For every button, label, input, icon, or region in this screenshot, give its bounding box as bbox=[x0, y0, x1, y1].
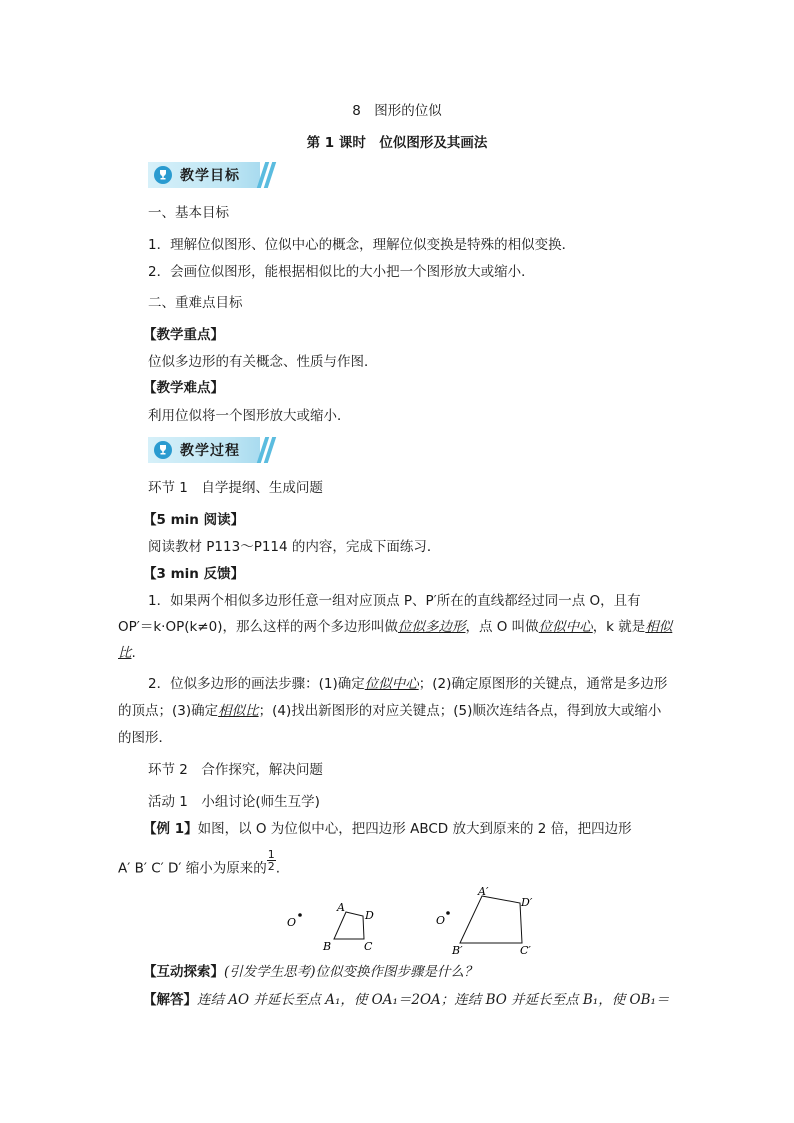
goal-item-1: 1．理解位似图形、位似中心的概念，理解位似变换是特殊的相似变换． bbox=[148, 237, 576, 253]
basic-goal-heading: 一、基本目标 bbox=[148, 205, 229, 221]
label-b: B bbox=[323, 940, 332, 953]
goal-item-2: 2．会画位似图形，能根据相似比的大小把一个图形放大或缩小． bbox=[148, 264, 535, 280]
label-o-left: O bbox=[287, 916, 297, 929]
step2-title: 环节 2 合作探究，解决问题 bbox=[148, 762, 323, 778]
q2-answer-2: 相似比 bbox=[218, 703, 259, 719]
explore-line: 【互动探索】(引发学生思考)位似变换作图步骤是什么？ bbox=[143, 964, 478, 980]
label-o-right: O bbox=[436, 914, 446, 927]
q2-answer-1: 位似中心 bbox=[364, 676, 419, 692]
focus-label: 【教学重点】 bbox=[143, 327, 224, 343]
example1-line2: A′ B′ C′ D′ 缩小为原来的 $\frac{1}{2}$ . bbox=[118, 848, 281, 877]
answer-line: 【解答】连结 AO 并延长至点 A₁，使 OA₁＝2OA；连结 BO 并延长至点 B₁，使 OB₁＝ bbox=[143, 992, 670, 1008]
label-c: C bbox=[364, 940, 373, 953]
chapter-title: 8 图形的位似 bbox=[352, 103, 442, 119]
q1-answer-1: 位似多边形 bbox=[397, 619, 466, 635]
q1-line3: 比. bbox=[118, 645, 136, 661]
step1-title: 环节 1 自学提纲、生成问题 bbox=[148, 480, 323, 496]
center-point-o-left bbox=[298, 913, 302, 917]
trophy-icon bbox=[154, 166, 172, 184]
q2-line2: 的顶点；(3)确定相似比；(4)找出新图形的对应关键点；(5)顺次连结各点，得到放大或缩小 bbox=[118, 703, 662, 719]
q1-answer-2: 位似中心 bbox=[538, 619, 593, 635]
section-title-goals: 教学目标 bbox=[180, 168, 240, 184]
q1-answer-3a: 相似 bbox=[645, 619, 673, 635]
trophy-icon bbox=[154, 441, 172, 459]
answer-label: 【解答】 bbox=[143, 992, 197, 1008]
quadrilateral-a-prime-b-prime-c-prime-d-prime bbox=[460, 896, 522, 943]
label-a-prime: A′ bbox=[478, 885, 489, 898]
label-c-prime: C′ bbox=[520, 944, 531, 956]
q1-answer-3b: 比 bbox=[118, 645, 132, 661]
focus-text: 位似多边形的有关概念、性质与作图． bbox=[148, 354, 378, 370]
fraction-one-half: $\frac{1}{2}$ bbox=[267, 848, 275, 873]
activity1-title: 活动 1 小组讨论(师生互学) bbox=[148, 794, 320, 810]
key-goal-heading: 二、重难点目标 bbox=[148, 295, 243, 311]
read-text: 阅读教材 P113～P114 的内容，完成下面练习． bbox=[148, 539, 441, 555]
q1-line1: 1．如果两个相似多边形任意一组对应顶点 P、P′所在的直线都经过同一点 O，且有 bbox=[148, 593, 641, 609]
q2-line3: 的图形． bbox=[118, 730, 172, 746]
lesson-title: 第 1 课时 位似图形及其画法 bbox=[306, 135, 488, 151]
center-point-o-right bbox=[446, 911, 450, 915]
label-a: A bbox=[337, 901, 345, 914]
label-d-prime: D′ bbox=[521, 896, 533, 909]
difficulty-label: 【教学难点】 bbox=[143, 380, 224, 396]
feedback-label: 【3 min 反馈】 bbox=[143, 566, 245, 582]
example1-line1: 【例 1】如图，以 O 为位似中心，把四边形 ABCD 放大到原来的 2 倍，把四边形 bbox=[143, 821, 632, 837]
label-b-prime: B′ bbox=[452, 944, 463, 956]
quadrilateral-abcd bbox=[334, 912, 364, 939]
example-label: 【例 1】 bbox=[143, 821, 198, 837]
section-title-process: 教学过程 bbox=[180, 443, 240, 459]
read-label: 【5 min 阅读】 bbox=[143, 512, 245, 528]
q2-line1: 2．位似多边形的画法步骤：(1)确定位似中心；(2)确定原图形的关键点，通常是多边形 bbox=[148, 676, 668, 692]
q1-line2: OP′＝k·OP(k≠0)，那么这样的两个多边形叫做位似多边形，点 O 叫做位似中心，k 就是相似 bbox=[118, 619, 673, 635]
section-banner-goals bbox=[148, 162, 272, 188]
explore-label: 【互动探索】 bbox=[143, 964, 224, 980]
label-d: D bbox=[365, 909, 374, 922]
section-banner-process bbox=[148, 437, 272, 463]
homothety-figure bbox=[280, 884, 540, 956]
difficulty-text: 利用位似将一个图形放大或缩小． bbox=[148, 408, 351, 424]
